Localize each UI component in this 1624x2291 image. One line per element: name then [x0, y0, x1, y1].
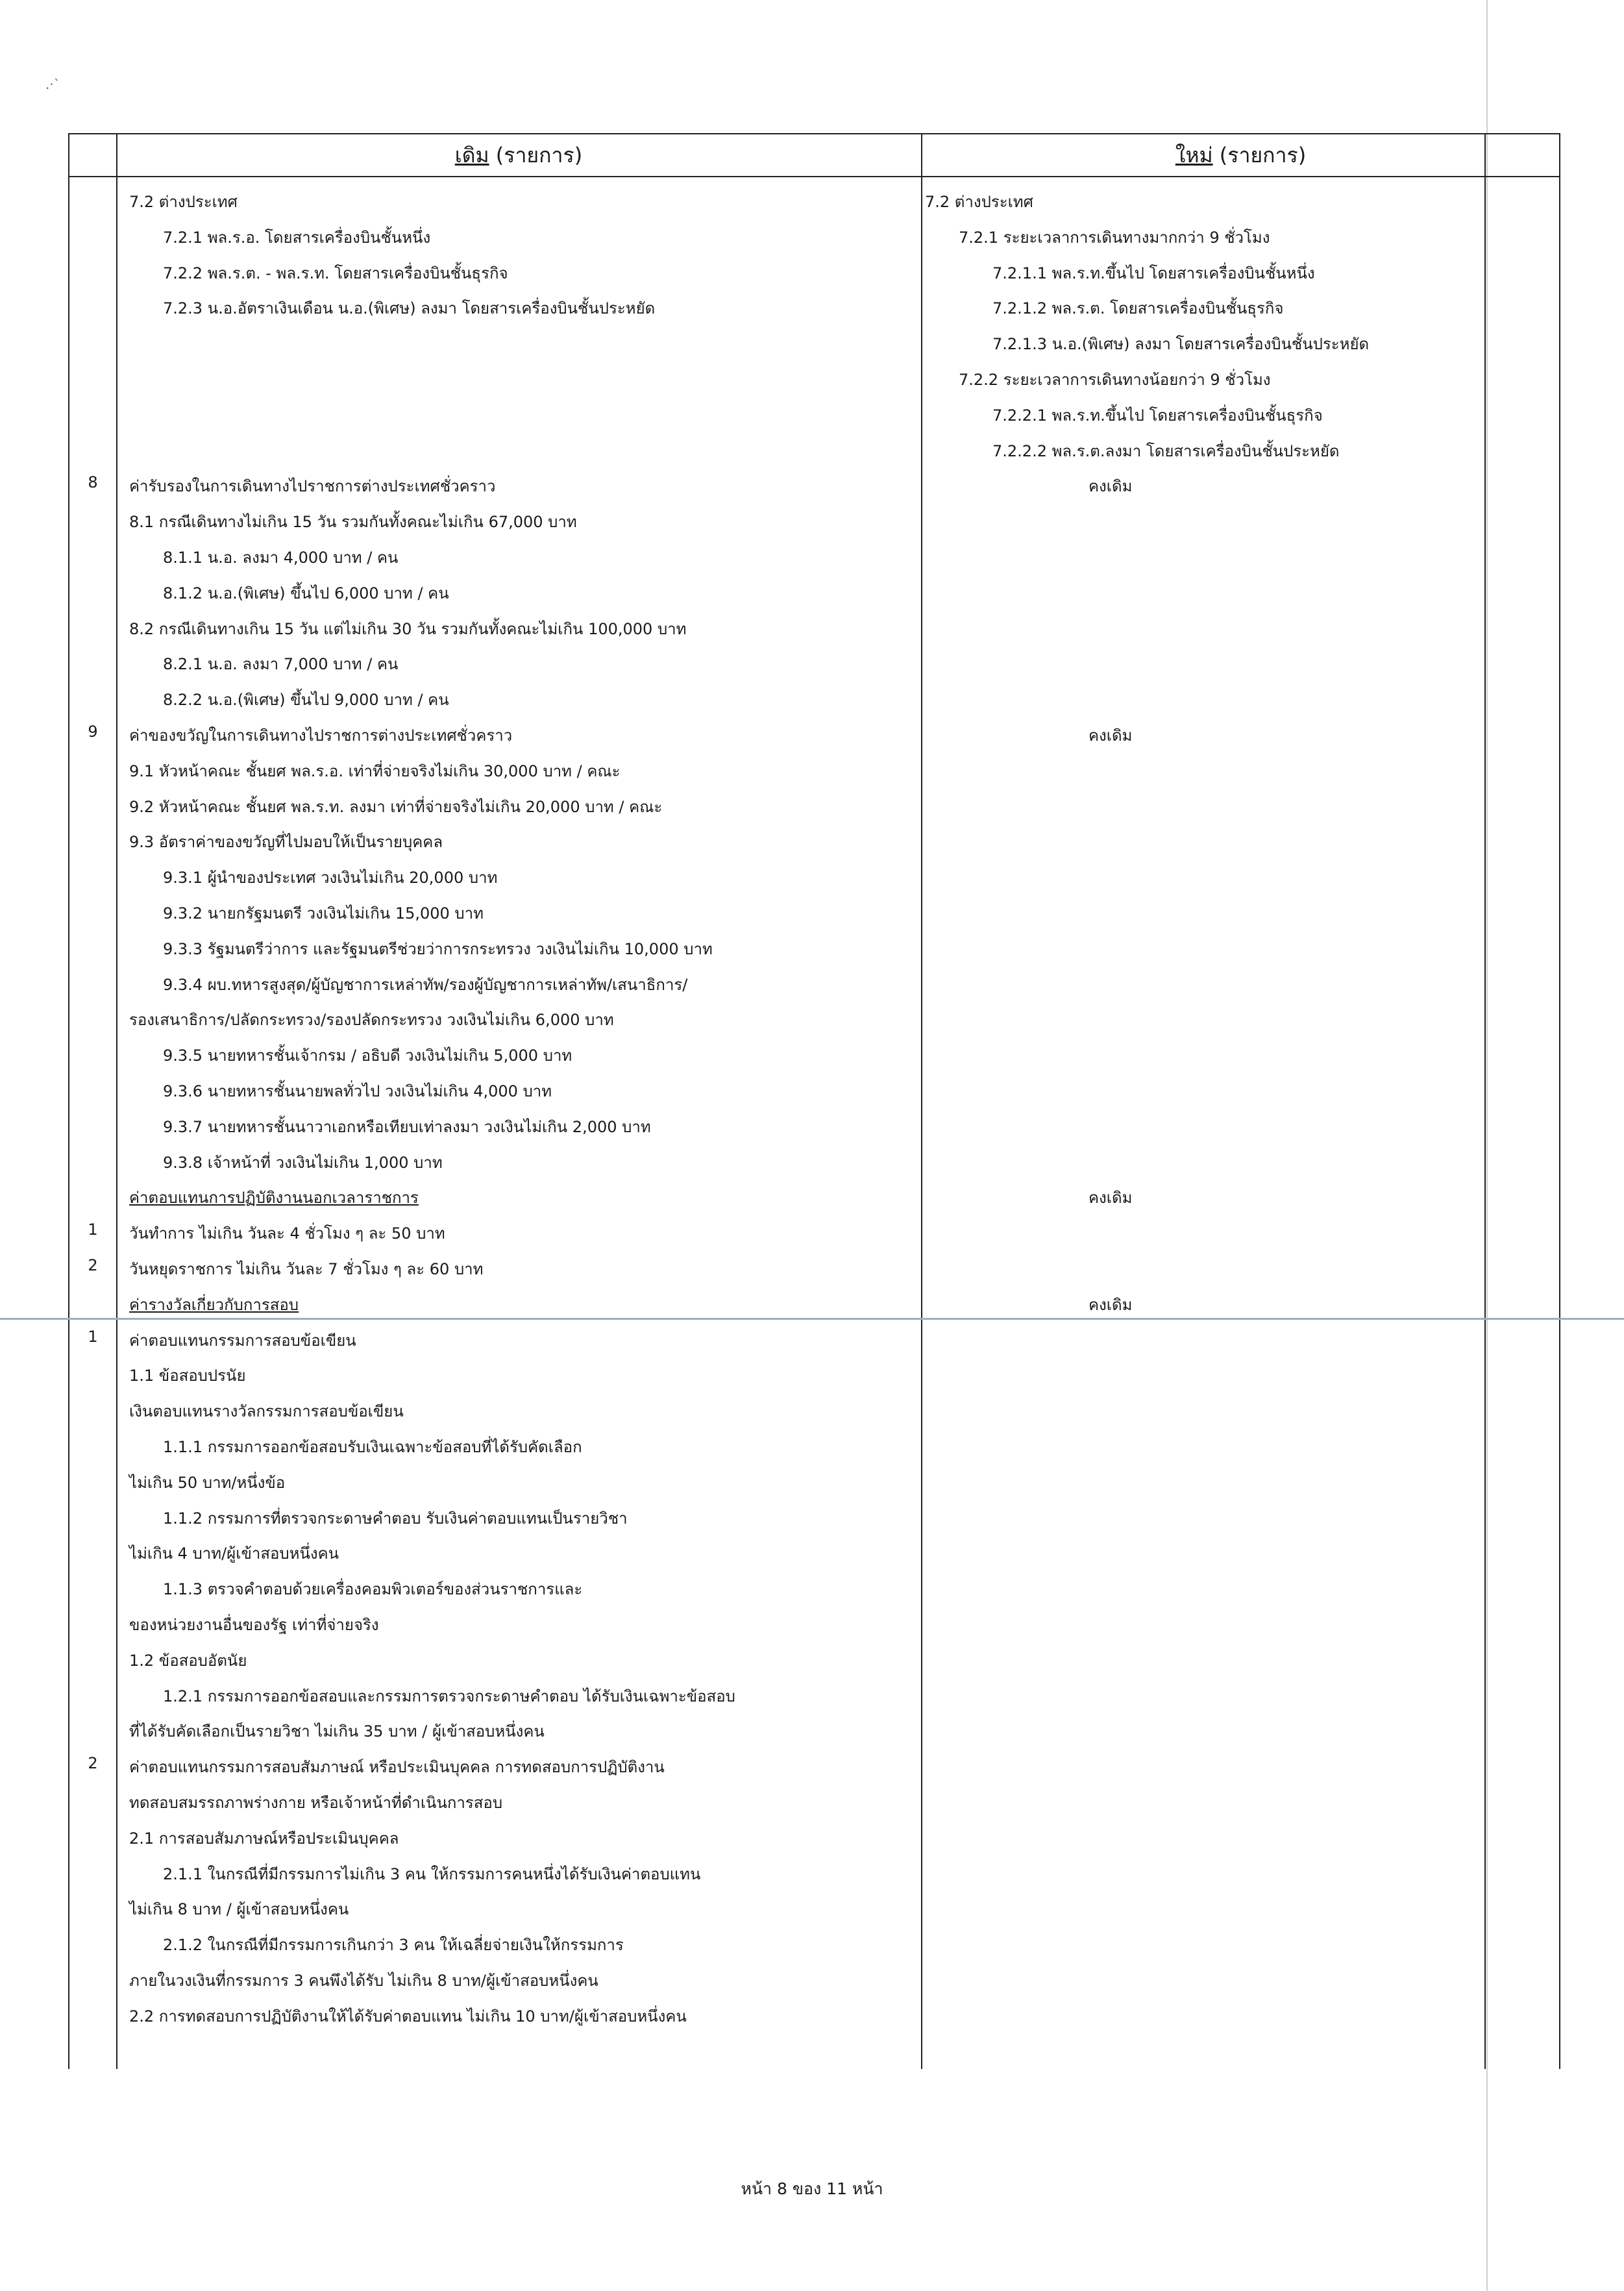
table-row — [69, 1211, 1559, 1247]
old-item-text: ไม่เกิน 50 บาท/หนึ่งข้อ — [129, 1473, 286, 1492]
old-item-text: ภายในวงเงินที่กรรมการ 3 คนพึงได้รับ ไม่เกิน 8 บาท/ผู้เข้าสอบหนึ่งคน — [129, 1972, 598, 1990]
table-row — [69, 642, 1559, 678]
table-row — [69, 464, 1559, 500]
old-item-text: 2.1.1 ในกรณีที่มีกรรมการไม่เกิน 3 คน ให้กรรมการคนหนึ่งได้รับเงินค่าตอบแทน — [163, 1864, 701, 1883]
table-row — [69, 1781, 1559, 1816]
table-row — [69, 1745, 1559, 1781]
table-row — [69, 1247, 1559, 1283]
old-item-text: 7.2.3 น.อ.อัตราเงินเดือน น.อ.(พิเศษ) ลงมา โดยสารเครื่องบินชั้นประหยัด — [163, 299, 656, 318]
row-number: 8 — [88, 473, 98, 492]
table-row — [69, 998, 1559, 1034]
old-item-text: 9.2 หัวหน้าคณะ ชั้นยศ พล.ร.ท. ลงมา เท่าที่จ่ายจริงไม่เกิน 20,000 บาท / คณะ — [129, 797, 663, 816]
new-item-text: 7.2.1 ระยะเวลาการเดินทางมากกว่า 9 ชั่วโมง — [959, 228, 1270, 247]
old-item-text: ไม่เกิน 8 บาท / ผู้เข้าสอบหนึ่งคน — [129, 1900, 349, 1919]
header-new — [922, 134, 1559, 176]
old-item-text: ค่าตอบแทนการปฏิบัติงานนอกเวลาราชการ — [129, 1189, 419, 1207]
table-row — [69, 1461, 1559, 1496]
table-row — [69, 891, 1559, 927]
table-row — [69, 1425, 1559, 1461]
old-item-text: 9.3.2 นายกรัฐมนตรี วงเงินไม่เกิน 15,000 บาท — [163, 904, 484, 923]
table-row — [69, 1069, 1559, 1105]
table-row — [69, 856, 1559, 891]
comparison-table — [68, 133, 1560, 2069]
table-row — [69, 536, 1559, 571]
old-item-text: รองเสนาธิการ/ปลัดกระทรวง/รองปลัดกระทรวง วงเงินไม่เกิน 6,000 บาท — [129, 1011, 614, 1030]
table-row — [69, 1389, 1559, 1425]
new-item-text: 7.2.1.2 พล.ร.ต. โดยสารเครื่องบินชั้นธุรกิจ — [992, 299, 1284, 318]
row-number: 9 — [88, 723, 98, 741]
table-row — [69, 500, 1559, 536]
table-row — [69, 1354, 1559, 1389]
table-row — [69, 1496, 1559, 1532]
row-number: 2 — [88, 1754, 98, 1773]
table-row — [69, 785, 1559, 821]
old-item-text: 9.3.5 นายทหารชั้นเจ้ากรม / อธิบดี วงเงินไม่เกิน 5,000 บาท — [163, 1046, 572, 1065]
new-item-text: 7.2.2.1 พล.ร.ท.ขึ้นไป โดยสารเครื่องบินชั้นธุรกิจ — [992, 406, 1323, 425]
old-item-text: 1.1.3 ตรวจคำตอบด้วยเครื่องคอมพิวเตอร์ของส่วนราชการและ — [163, 1580, 583, 1599]
header-new-rest: (รายการ) — [1212, 142, 1307, 167]
old-item-text: 1.1.2 กรรมการที่ตรวจกระดาษคำตอบ รับเงินค่าตอบแทนเป็นรายวิชา — [163, 1509, 628, 1528]
table-row — [69, 1567, 1559, 1603]
new-item-text: 7.2 ต่างประเทศ — [925, 193, 1033, 211]
table-row — [69, 322, 1559, 358]
old-item-text: 7.2 ต่างประเทศ — [129, 193, 238, 211]
old-item-text: ค่าตอบแทนกรรมการสอบข้อเขียน — [129, 1331, 356, 1350]
table-row — [69, 571, 1559, 607]
new-item-text: 7.2.1.3 น.อ.(พิเศษ) ลงมา โดยสารเครื่องบินชั้นประหยัด — [992, 335, 1370, 354]
old-item-text: 8.1 กรณีเดินทางไม่เกิน 15 วัน รวมกันทั้งคณะไม่เกิน 67,000 บาท — [129, 513, 577, 532]
old-item-text: 8.1.2 น.อ.(พิเศษ) ขึ้นไป 6,000 บาท / คน — [163, 584, 449, 602]
table-row — [69, 216, 1559, 251]
old-item-text: ทดสอบสมรรถภาพร่างกาย หรือเจ้าหน้าที่ดำเนินการสอบ — [129, 1794, 503, 1812]
table-row — [69, 1887, 1559, 1923]
table-row — [69, 1852, 1559, 1888]
old-item-text: เงินตอบแทนรางวัลกรรมการสอบข้อเขียน — [129, 1402, 404, 1421]
old-item-text: 1.2 ข้อสอบอัตนัย — [129, 1651, 247, 1670]
table-row — [69, 393, 1559, 429]
old-item-text: 1.1 ข้อสอบปรนัย — [129, 1367, 246, 1385]
scan-artifact-band — [0, 1318, 1624, 1320]
old-item-text: วันหยุดราชการ ไม่เกิน วันละ 7 ชั่วโมง ๆ ละ 60 บาท — [129, 1260, 484, 1278]
old-item-text: ไม่เกิน 4 บาท/ผู้เข้าสอบหนึ่งคน — [129, 1544, 339, 1563]
table-row — [69, 1141, 1559, 1176]
old-item-text: 9.3.7 นายทหารชั้นนาวาเอกหรือเทียบเท่าลงมา วงเงินไม่เกิน 2,000 บาท — [163, 1117, 651, 1136]
old-item-text: 8.2.1 น.อ. ลงมา 7,000 บาท / คน — [163, 655, 399, 674]
old-item-text: 9.3.1 ผู้นำของประเทศ วงเงินไม่เกิน 20,000 บาท — [163, 869, 498, 887]
table-row — [69, 1994, 1559, 2030]
old-item-text: วันทำการ ไม่เกิน วันละ 4 ชั่วโมง ๆ ละ 50 บาท — [129, 1224, 445, 1243]
old-item-text: 9.1 หัวหน้าคณะ ชั้นยศ พล.ร.อ. เท่าที่จ่ายจริงไม่เกิน 30,000 บาท / คณะ — [129, 762, 621, 780]
old-item-text: 9.3 อัตราค่าของขวัญที่ไปมอบให้เป็นรายบุคคล — [129, 833, 443, 852]
old-item-text: 2.1 การสอบสัมภาษณ์หรือประเมินบุคคล — [129, 1829, 399, 1848]
table-row — [69, 1283, 1559, 1319]
table-row — [69, 820, 1559, 856]
table-row — [69, 1603, 1559, 1639]
table-row — [69, 286, 1559, 322]
new-item-text: คงเดิม — [1089, 1295, 1133, 1314]
header-divider — [69, 176, 1559, 177]
table-row — [69, 713, 1559, 749]
table-row — [69, 1105, 1559, 1141]
new-item-text: คงเดิม — [1089, 1189, 1133, 1207]
table-row — [69, 1816, 1559, 1852]
old-item-text: 8.2 กรณีเดินทางเกิน 15 วัน แต่ไม่เกิน 30 วัน รวมกันทั้งคณะไม่เกิน 100,000 บาท — [129, 619, 687, 638]
page-footer: หน้า 8 ของ 11 หน้า — [741, 2179, 883, 2198]
old-item-text: ที่ได้รับคัดเลือกเป็นรายวิชา ไม่เกิน 35 บาท / ผู้เข้าสอบหนึ่งคน — [129, 1722, 545, 1741]
table-row — [69, 358, 1559, 393]
table-row — [69, 607, 1559, 643]
old-item-text: 1.2.1 กรรมการออกข้อสอบและกรรมการตรวจกระดาษคำตอบ ได้รับเงินเฉพาะข้อสอบ — [163, 1687, 735, 1705]
old-item-text: 8.1.1 น.อ. ลงมา 4,000 บาท / คน — [163, 549, 399, 567]
old-item-text: 8.2.2 น.อ.(พิเศษ) ขึ้นไป 9,000 บาท / คน — [163, 691, 449, 710]
old-item-text: ค่ารางวัลเกี่ยวกับการสอบ — [129, 1295, 299, 1314]
old-item-text: ค่ารับรองในการเดินทางไปราชการต่างประเทศชั่วคราว — [129, 477, 496, 496]
table-row — [69, 429, 1559, 465]
table-row — [69, 1531, 1559, 1567]
old-item-text: 1.1.1 กรรมการออกข้อสอบรับเงินเฉพาะข้อสอบที่ได้รับคัดเลือก — [163, 1438, 582, 1456]
new-item-text: 7.2.1.1 พล.ร.ท.ขึ้นไป โดยสารเครื่องบินชั้นหนึ่ง — [992, 264, 1315, 282]
table-row — [69, 1674, 1559, 1710]
table-row — [69, 1923, 1559, 1959]
header-old — [116, 134, 921, 176]
old-item-text: ค่าของขวัญในการเดินทางไปราชการต่างประเทศชั่วคราว — [129, 726, 513, 745]
old-item-text: 9.3.6 นายทหารชั้นนายพลทั่วไป วงเงินไม่เกิน 4,000 บาท — [163, 1082, 552, 1100]
row-number: 1 — [88, 1327, 98, 1346]
scan-mark: .·` — [45, 77, 60, 92]
old-item-text: ค่าตอบแทนกรรมการสอบสัมภาษณ์ หรือประเมินบุคคล การทดสอบการปฏิบัติงาน — [129, 1758, 665, 1777]
row-number: 2 — [88, 1256, 98, 1274]
table-row — [69, 1319, 1559, 1354]
new-item-text: 7.2.2 ระยะเวลาการเดินทางน้อยกว่า 9 ชั่วโมง — [959, 371, 1271, 389]
new-item-text: คงเดิม — [1089, 477, 1133, 496]
table-row — [69, 927, 1559, 963]
new-item-text: คงเดิม — [1089, 726, 1133, 745]
table-row — [69, 1176, 1559, 1211]
header-old-underlined: เดิม — [454, 142, 489, 167]
old-item-text: 7.2.1 พล.ร.อ. โดยสารเครื่องบินชั้นหนึ่ง — [163, 228, 431, 247]
old-item-text: 9.3.4 ผบ.ทหารสูงสุด/ผู้บัญชาการเหล่าทัพ/รองผู้บัญชาการเหล่าทัพ/เสนาธิการ/ — [163, 975, 688, 994]
old-item-text: 2.1.2 ในกรณีที่มีกรรมการเกินกว่า 3 คน ให้เฉลี่ยจ่ายเงินให้กรรมการ — [163, 1936, 624, 1955]
table-row — [69, 1709, 1559, 1745]
table-row — [69, 1639, 1559, 1674]
table-row — [69, 963, 1559, 998]
table-row — [69, 1034, 1559, 1069]
old-item-text: 2.2 การทดสอบการปฏิบัติงานให้ได้รับค่าตอบแทน ไม่เกิน 10 บาท/ผู้เข้าสอบหนึ่งคน — [129, 2007, 687, 2025]
old-item-text: 7.2.2 พล.ร.ต. - พล.ร.ท. โดยสารเครื่องบินชั้นธุรกิจ — [163, 264, 508, 282]
header-new-underlined: ใหม่ — [1175, 142, 1213, 167]
table-row — [69, 180, 1559, 216]
table-row — [69, 1959, 1559, 1994]
old-item-text: 9.3.8 เจ้าหน้าที่ วงเงินไม่เกิน 1,000 บาท — [163, 1153, 443, 1172]
old-item-text: ของหน่วยงานอื่นของรัฐ เท่าที่จ่ายจริง — [129, 1616, 379, 1634]
header-old-rest: (รายการ) — [489, 142, 583, 167]
table-row — [69, 749, 1559, 785]
table-row — [69, 678, 1559, 713]
new-item-text: 7.2.2.2 พล.ร.ต.ลงมา โดยสารเครื่องบินชั้นประหยัด — [992, 441, 1340, 460]
table-row — [69, 251, 1559, 287]
old-item-text: 9.3.3 รัฐมนตรีว่าการ และรัฐมนตรีช่วยว่าการกระทรวง วงเงินไม่เกิน 10,000 บาท — [163, 939, 713, 958]
row-number: 1 — [88, 1220, 98, 1239]
